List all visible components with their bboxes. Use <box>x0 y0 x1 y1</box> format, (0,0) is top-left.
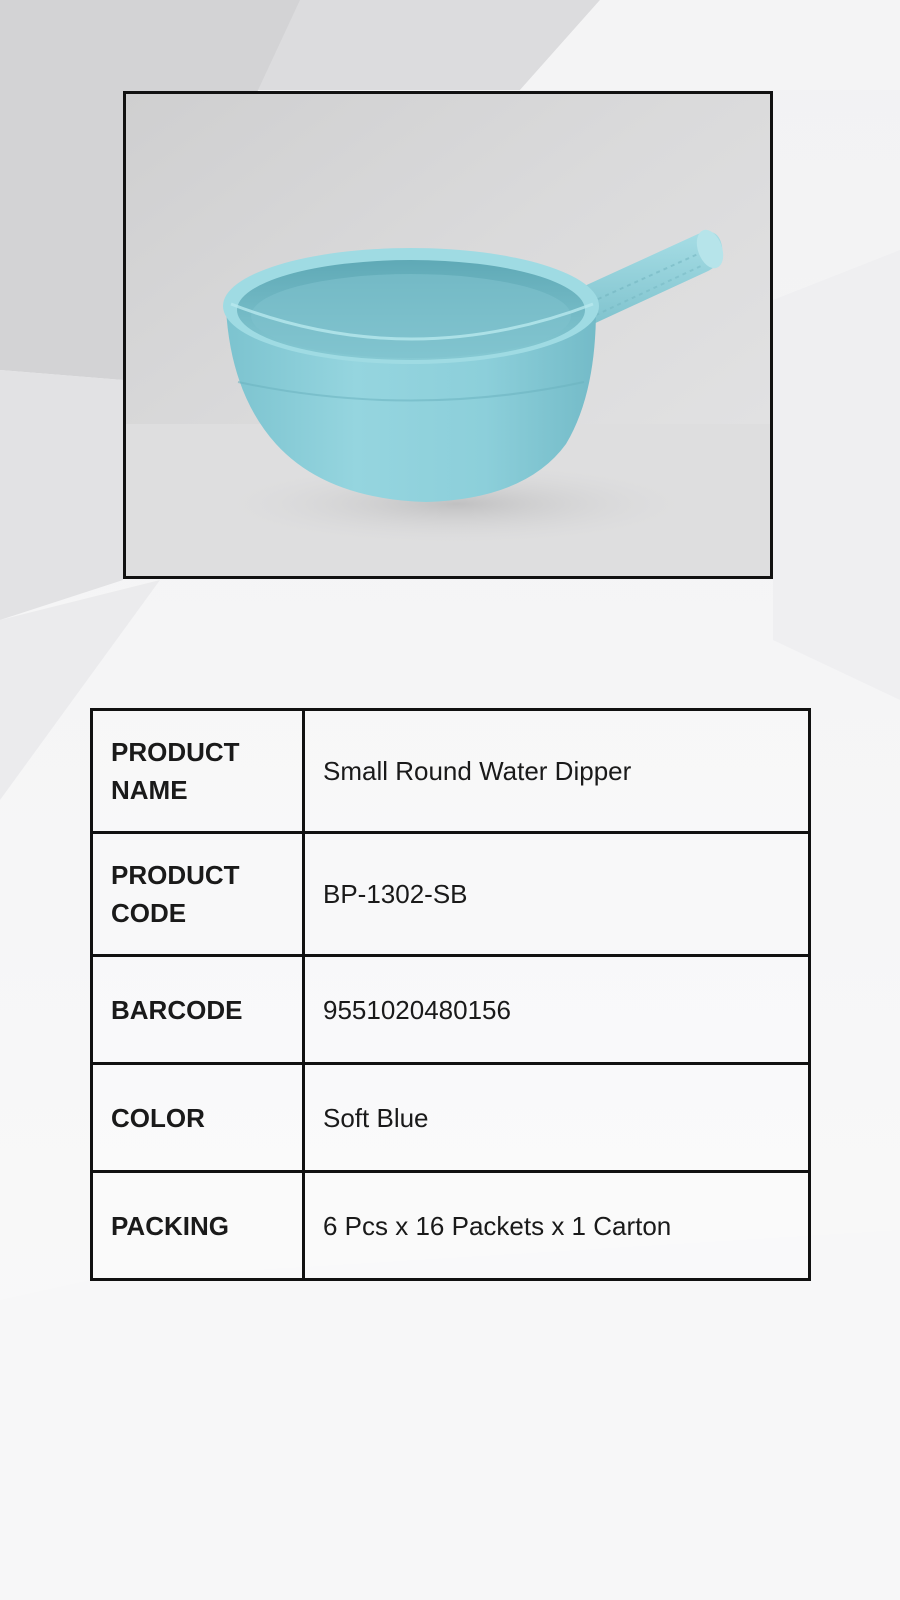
spec-label-product-code: PRODUCT CODE <box>92 833 304 956</box>
table-row <box>92 1172 810 1280</box>
spec-label-barcode: BARCODE <box>92 956 304 1064</box>
spec-value-product-name: Small Round Water Dipper <box>304 710 810 833</box>
table-row <box>92 833 810 956</box>
spec-value-color: Soft Blue <box>304 1064 810 1172</box>
spec-label-color: COLOR <box>92 1064 304 1172</box>
spec-value-packing: 6 Pcs x 16 Packets x 1 Carton <box>304 1172 810 1280</box>
table-row <box>92 1064 810 1172</box>
spec-value-barcode: 9551020480156 <box>304 956 810 1064</box>
spec-label-packing: PACKING <box>92 1172 304 1280</box>
spec-label-product-name: PRODUCT NAME <box>92 710 304 833</box>
product-photo <box>123 91 773 579</box>
table-row <box>92 710 810 833</box>
table-row <box>92 956 810 1064</box>
water-dipper-image <box>126 94 770 576</box>
spec-value-product-code: BP-1302-SB <box>304 833 810 956</box>
product-spec-table <box>90 708 811 1281</box>
